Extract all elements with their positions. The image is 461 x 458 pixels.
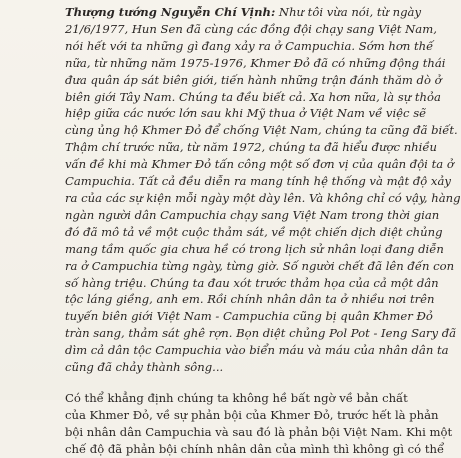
page-text xyxy=(41,4,461,458)
text-line: chế độ đã phản bội chính nhân dân của mình thì không gì có thể xyxy=(65,441,445,456)
text-line: nói hết với ta những gì đang xảy ra ở Campuchia. Sớm hơn thế xyxy=(65,38,434,53)
text-line: Thậm chí trước nữa, từ năm 1972, chúng ta đã hiểu được nhiều xyxy=(65,140,437,155)
text-line: hiệp giữa các nước lớn sau khi Mỹ thua ở Việt Nam về việc sẽ xyxy=(65,106,427,121)
text-line: số hàng triệu. Chúng ta đau xót trước thảm họa của cả một dân xyxy=(65,275,439,290)
text-line: nữa, từ những năm 1975-1976, Khmer Đỏ đã có những động thái xyxy=(65,55,446,70)
text-line: dìm cả dân tộc Campuchia vào biển máu và máu của nhân dân ta xyxy=(65,343,449,358)
text-line: ra ở Campuchia từng ngày, từng giờ. Số người chết đã lên đến con xyxy=(65,258,455,273)
text-line: cũng đã chảy thành sông... xyxy=(65,360,224,375)
body-paragraph xyxy=(41,390,453,458)
text-line: cùng ủng hộ Khmer Đỏ để chống Việt Nam, chúng ta cũng đã biết. xyxy=(65,123,458,138)
text-line: vấn đề khi mà Khmer Đỏ tấn công một số đơn vị của quân đội ta ở xyxy=(65,157,454,172)
text-line: mang tầm quốc gia chưa hề có trong lịch sử nhân loại đang diễn xyxy=(65,241,444,256)
text-line: bội nhân dân Campuchia và sau đó là phản bội Việt Nam. Khi một xyxy=(65,424,453,439)
text-line: tuyến biên giới Việt Nam - Campuchia cũng bị quân Khmer Đỏ xyxy=(65,309,433,324)
text-line: Có thể khẳng định chúng ta không hề bất ngờ về bản chất xyxy=(65,390,408,405)
text-line: tộc láng giềng, anh em. Rồi chính nhân dân ta ở nhiều nơi trên xyxy=(65,292,435,307)
text-line: ngàn người dân Campuchia chạy sang Việt Nam trong thời gian xyxy=(65,207,440,222)
speaker-name: Thượng tướng Nguyễn Chí Vịnh: xyxy=(65,5,276,19)
text-line-content: Như tôi vừa nói, từ ngày xyxy=(275,5,422,19)
text-line xyxy=(41,4,422,21)
text-line: đó đã mô tả về một cuộc thảm sát, về một chiến dịch diệt chủng xyxy=(65,224,443,239)
text-line: biên giới Tây Nam. Chúng ta đều biết cả. Xa hơn nữa, là sự thỏa xyxy=(65,89,441,104)
interview-answer-paragraph xyxy=(41,4,461,376)
text-line: của Khmer Đỏ, về sự phản bội của Khmer Đỏ, trước hết là phản xyxy=(65,407,439,422)
text-line: ra của các sự kiện mỗi ngày một dày lên. Và không chỉ có vậy, hàng xyxy=(65,190,461,205)
text-line: 21/6/1977, Hun Sen đã cùng các đồng đội chạy sang Việt Nam, xyxy=(65,21,437,36)
text-line: tràn sang, thảm sát ghê rợn. Bọn diệt chủng Pol Pot - Ieng Sary đã xyxy=(65,326,457,341)
text-line: Campuchia. Tất cả đều diễn ra mang tính hệ thống và mật độ xảy xyxy=(65,174,451,189)
text-line: đưa quân áp sát biên giới, tiến hành những trận đánh thăm dò ở xyxy=(65,72,442,87)
